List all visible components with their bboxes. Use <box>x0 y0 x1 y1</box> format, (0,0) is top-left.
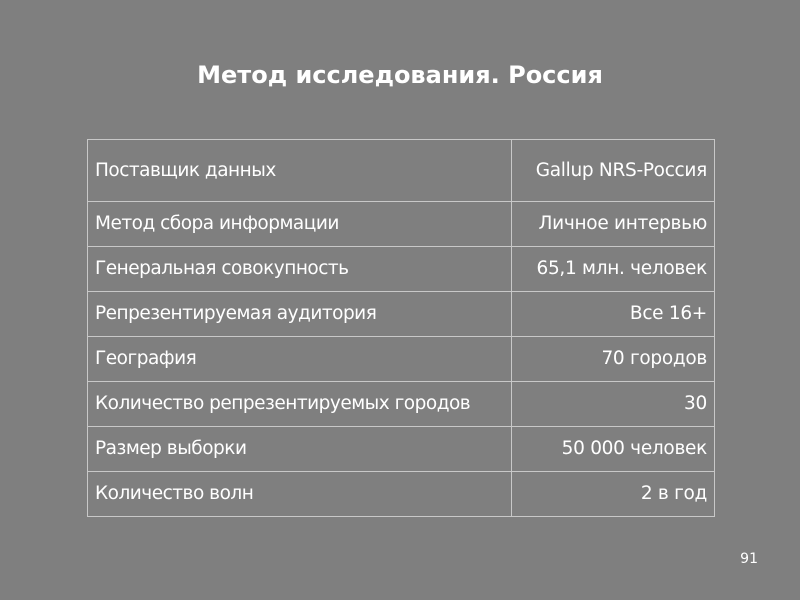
row-value: 2 в год <box>512 472 715 517</box>
row-value: Gallup NRS-Россия <box>512 140 715 202</box>
table-row-geography <box>88 337 715 382</box>
row-label: Количество репрезентируемых городов <box>88 382 512 427</box>
table-row-sample-size <box>88 427 715 472</box>
table-row-collection-method <box>88 202 715 247</box>
row-label: Количество волн <box>88 472 512 517</box>
slide-title: Метод исследования. Россия <box>197 61 603 89</box>
row-value: 70 городов <box>512 337 715 382</box>
row-value: Все 16+ <box>512 292 715 337</box>
row-label: Генеральная совокупность <box>88 247 512 292</box>
row-value: 50 000 человек <box>512 427 715 472</box>
row-label: Метод сбора информации <box>88 202 512 247</box>
table-row-general-population <box>88 247 715 292</box>
row-label: Поставщик данных <box>88 140 512 202</box>
table-row-represented-audience <box>88 292 715 337</box>
row-value: 65,1 млн. человек <box>512 247 715 292</box>
row-label: География <box>88 337 512 382</box>
row-label: Репрезентируемая аудитория <box>88 292 512 337</box>
table-row-represented-cities <box>88 382 715 427</box>
page-number: 91 <box>740 551 758 567</box>
row-label: Размер выборки <box>88 427 512 472</box>
table-row-number-of-waves <box>88 472 715 517</box>
row-value: 30 <box>512 382 715 427</box>
row-value: Личное интервью <box>512 202 715 247</box>
research-method-table <box>87 139 715 517</box>
table-row-data-provider <box>88 140 715 202</box>
